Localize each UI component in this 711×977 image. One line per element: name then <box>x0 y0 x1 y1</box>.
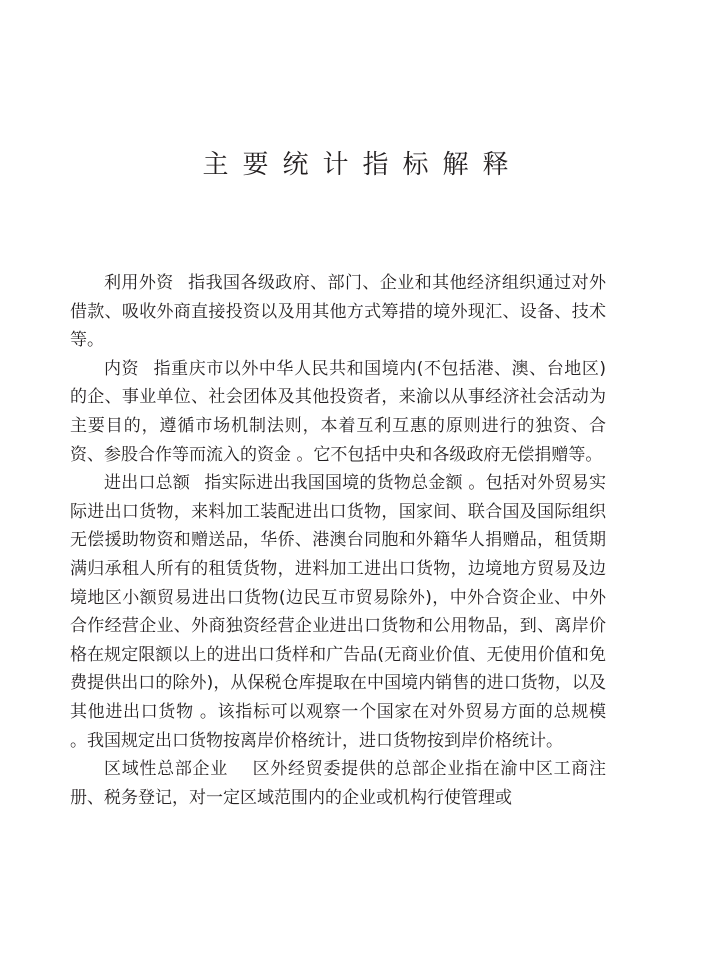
document-body <box>70 269 606 812</box>
term-label: 内资 <box>104 358 140 379</box>
term-label: 进出口总额 <box>104 473 191 494</box>
term-definition: 指重庆市以外中华人民共和国境内(不包括港、澳、台地区)的企、事业单位、社会团体及其他投资者，来渝以从事经济社会活动为主要目的，遵循市场机制法则，本着互利互惠的原则进行的独资、合资、参股合作等而流入的资金 。它不包括中央和各级政府无偿捐赠等。 <box>70 358 607 465</box>
term-label: 区域性总部企业 <box>104 759 228 780</box>
term-definition: 区外经贸委提供的总部企业指在渝中区工商注册、税务登记，对一定区域范围内的企业或机构行使管理或 <box>70 759 607 808</box>
page-title: 主要统计指标解释 <box>202 150 523 180</box>
paragraph-foreign-investment <box>70 269 606 355</box>
paragraph-domestic-capital <box>70 355 606 469</box>
paragraph-regional-headquarters <box>70 755 606 812</box>
paragraph-import-export-total <box>70 469 606 755</box>
term-definition: 指实际进出我国国境的货物总金额 。包括对外贸易实际进出口货物，来料加工装配进出口货物，国家间、联合国及国际组织无偿援助物资和赠送品，华侨、港澳台同胞和外籍华人捐赠品，租赁期满归承租人所有的租赁货物，进料加工进出口货物，边境地方贸易及边境地区小额贸易进出口货物(边民互市贸易除外)，中外合资企业、中外合作经营企业、外商独资经营企业进出口货物和公用物品，到、离岸价格在规定限额以上的进出口货样和广告品(无商业价值、无使用价值和免费提供出口的除外)，从保税仓库提取在中国境内销售的进口货物，以及其他进出口货物 。该指标可以观察一个国家在对外贸易方面的总规模 。我国规定出口货物按离岸价格统计，进口货物按到岸价格统计。 <box>70 473 607 751</box>
term-label: 利用外资 <box>104 273 174 293</box>
term-definition: 指我国各级政府、部门、企业和其他经济组织通过对外借款、吸收外商直接投资以及用其他方式筹措的境外现汇、设备、技术等。 <box>70 273 607 351</box>
